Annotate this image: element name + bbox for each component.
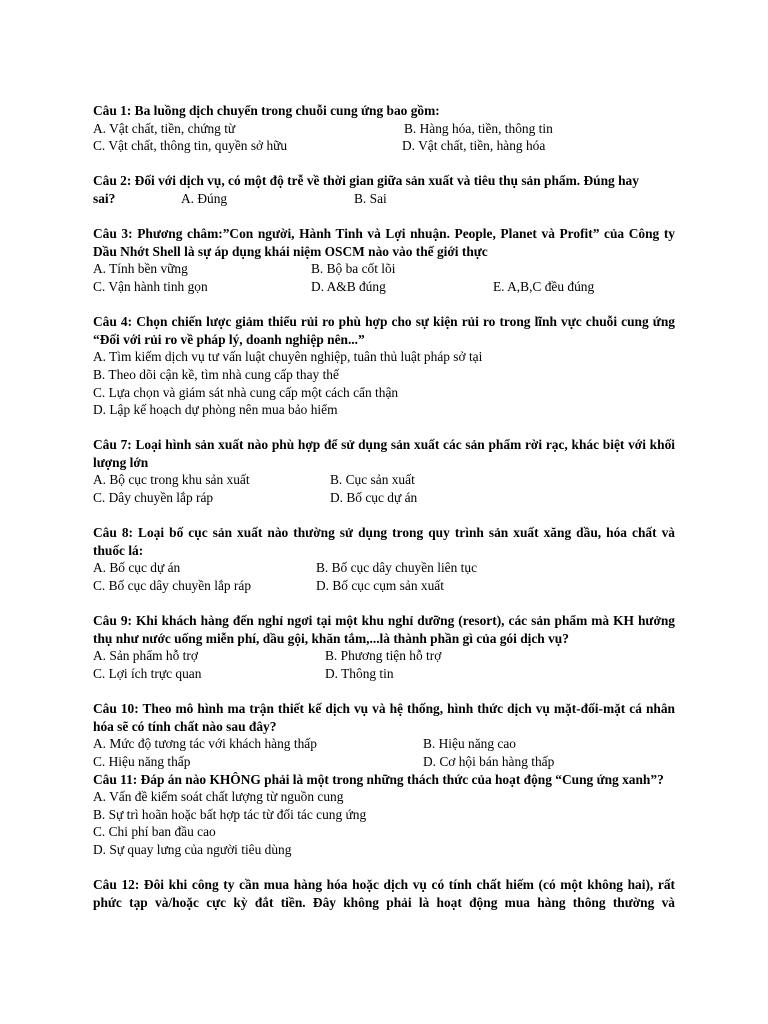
question-3-stem: Câu 3: Phương châm:”Con người, Hành Tinh và Lợi nhuận. People, Planet và Profit” của Công ty Dầu Nhớt Shell là sự áp dụng khái niệm OSCM nào vào thế giới thực [93,226,675,259]
question-3-option-a: A. Tính bền vững [93,261,188,277]
question-4-stem: Câu 4: Chọn chiến lược giảm thiểu rủi ro phù hợp cho sự kiện rủi ro trong lĩnh vực chuỗi cung ứng “Đối với rủi ro về pháp lý, doanh nghiệp nên...” [93,314,675,347]
question-8-options-row-2 [93,577,675,595]
question-1-option-b: B. Hàng hóa, tiền, thông tin [404,120,553,136]
question-8-option-c: C. Bố cục dây chuyền lắp ráp [93,578,252,594]
question-4 [93,313,675,419]
question-10 [93,700,675,770]
question-12 [93,876,675,911]
question-3-options-row-2 [93,278,675,296]
question-8-option-d: D. Bố cục cụm sản xuất [316,578,444,594]
question-2-stem: Câu 2: Đối với dịch vụ, có một độ trễ về thời gian giữa sản xuất và tiêu thụ sản phẩm. Đúng hay [93,173,639,189]
question-3-options-row-1 [93,260,675,278]
question-8 [93,524,675,594]
question-4-option-d: D. Lập kế hoạch dự phòng nên mua bảo hiểm [93,402,338,418]
question-10-option-a: A. Mức độ tương tác với khách hàng thấp [93,736,317,752]
question-11-option-d: D. Sự quay lưng của người tiêu dùng [93,841,292,857]
question-2-option-a: A. Đúng [181,190,228,206]
question-2-options-row [93,190,675,208]
exam-page [93,102,675,911]
question-7-options-row-1 [93,471,675,489]
question-10-option-d: D. Cơ hội bán hàng thấp [423,753,555,769]
question-2-stem-tail: sai? [93,190,116,206]
question-3-option-b: B. Bộ ba cốt lõi [311,261,396,277]
question-11-option-b: B. Sự trì hoãn hoặc bất hợp tác từ đối tác cung ứng [93,806,367,822]
question-10-option-b: B. Hiệu năng cao [423,736,516,752]
question-3-option-c: C. Vận hành tinh gọn [93,278,208,294]
question-10-options-row-1 [93,735,675,753]
question-9-stem: Câu 9: Khi khách hàng đến nghỉ ngơi tại một khu nghỉ dưỡng (resort), các sản phẩm mà KH hưởng thụ như nước uống miễn phí, dầu gội, khăn tắm,...là thành phần gì của gói dịch vụ? [93,613,675,646]
question-9-options-row-1 [93,647,675,665]
question-2 [93,172,675,207]
question-9 [93,612,675,682]
question-8-option-b: B. Bố cục dây chuyền liên tục [316,560,478,576]
question-10-options-row-2 [93,753,675,771]
question-7-option-a: A. Bộ cục trong khu sản xuất [93,472,250,488]
question-1-options-row-1 [93,120,675,138]
question-7-option-b: B. Cục sản xuất [330,472,415,488]
question-12-stem: Câu 12: Đôi khi công ty cần mua hàng hóa hoặc dịch vụ có tính chất hiếm (có một không hai), rất phức tạp và/hoặc cực kỳ đắt tiền. Đây không phải là hoạt động mua hàng thông thường và [93,877,675,910]
question-11-option-c: C. Chi phí ban đầu cao [93,824,216,840]
question-7 [93,436,675,506]
question-11-option-a: A. Vấn đề kiểm soát chất lượng từ nguồn cung [93,789,344,805]
question-1-option-d: D. Vật chất, tiền, hàng hóa [402,138,546,154]
question-4-option-a: A. Tìm kiếm dịch vụ tư vấn luật chuyên nghiệp, tuân thủ luật pháp sở tại [93,349,483,365]
question-1-option-a: A. Vật chất, tiền, chứng từ [93,120,236,136]
question-4-option-b: B. Theo dõi cận kề, tìm nhà cung cấp thay thế [93,366,339,382]
question-9-option-a: A. Sản phẩm hỗ trợ [93,648,198,664]
question-8-options-row-1 [93,559,675,577]
question-7-option-c: C. Dây chuyền lắp ráp [93,490,214,506]
question-2-option-b: B. Sai [354,190,387,206]
question-8-stem: Câu 8: Loại bố cục sản xuất nào thường sử dụng trong quy trình sản xuất xăng dầu, hóa chất và thuốc lá: [93,525,675,558]
question-10-stem: Câu 10: Theo mô hình ma trận thiết kế dịch vụ và hệ thống, hình thức dịch vụ mặt-đối-mặt cá nhân hóa sẽ có tính chất nào sau đây? [93,701,675,734]
question-10-option-c: C. Hiệu năng thấp [93,753,191,769]
question-7-option-d: D. Bố cục dự án [330,490,418,506]
question-1-options-row-2 [93,137,675,155]
question-1 [93,102,675,155]
question-1-option-c: C. Vật chất, thông tin, quyền sở hữu [93,138,288,154]
question-9-option-c: C. Lợi ích trực quan [93,666,202,681]
question-3 [93,225,675,295]
question-9-option-d: D. Thông tin [325,666,394,681]
question-4-option-c: C. Lựa chọn và giám sát nhà cung cấp một cách cẩn thận [93,384,399,400]
question-3-option-e: E. A,B,C đều đúng [493,278,595,294]
question-11-stem: Câu 11: Đáp án nào KHÔNG phải là một trong những thách thức của hoạt động “Cung ứng xanh”? [93,771,664,787]
question-11 [93,771,675,859]
question-1-stem: Câu 1: Ba luồng dịch chuyển trong chuỗi cung ứng bao gồm: [93,103,440,118]
question-9-option-b: B. Phương tiện hỗ trợ [325,648,442,664]
question-7-stem: Câu 7: Loại hình sản xuất nào phù hợp để sử dụng sản xuất các sản phẩm rời rạc, khác biệt với khối lượng lớn [93,437,675,470]
question-9-options-row-2 [93,665,675,683]
question-8-option-a: A. Bố cục dự án [93,560,181,576]
question-3-option-d: D. A&B đúng [311,278,386,294]
question-7-options-row-2 [93,489,675,507]
